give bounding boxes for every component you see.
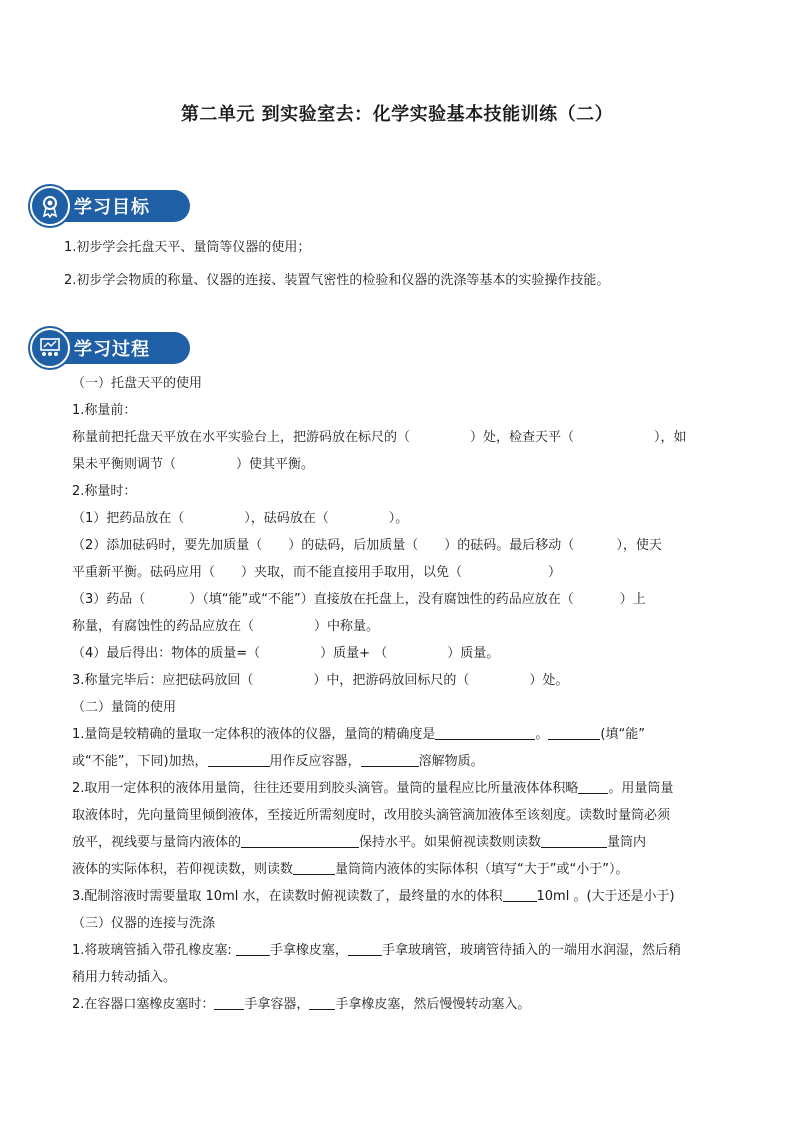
- text-segment: ）使其平衡。: [236, 457, 315, 472]
- text-segment: 保持水平。如果俯视读数则读数: [359, 835, 542, 850]
- text-segment: 3.称量完毕后：应把砝码放回（: [72, 673, 254, 688]
- paragraph-line: [72, 939, 681, 958]
- text-segment: ），砝码放在（: [244, 511, 329, 526]
- text-segment: ）（填“能”或“不能”）直接放在托盘上，没有腐蚀性的药品应放在（: [189, 592, 574, 607]
- text-segment: 溶解物质。: [418, 754, 484, 769]
- text-segment: ），如: [654, 430, 687, 445]
- text-segment: 或“不能”，下同)加热，: [72, 754, 208, 769]
- text-segment: ）中，把游码放回标尺的（: [313, 673, 470, 688]
- text-segment: 称量，有腐蚀性的药品应放在（: [72, 619, 255, 634]
- text-segment: （2）添加砝码时，要先加质量（: [72, 538, 263, 553]
- paragraph-line: [72, 426, 687, 445]
- text-segment: 量筒内: [607, 835, 647, 850]
- answer-blank[interactable]: [361, 753, 419, 767]
- text-segment: (填“能”: [600, 727, 645, 742]
- text-segment: 平重新平衡。砝码应用（: [72, 565, 216, 580]
- paragraph-line: [72, 831, 646, 850]
- answer-blank[interactable]: [208, 753, 270, 767]
- text-segment: ）。: [388, 511, 409, 526]
- objective-item: 2.初步学会物质的称量、仪器的连接、装置气密性的检验和仪器的洗涤等基本的实验操作技能。: [64, 273, 610, 288]
- objectives-banner-label: 学习目标: [74, 197, 150, 218]
- paragraph-line: [72, 885, 675, 904]
- page-title: 第二单元 到实验室去：化学实验基本技能训练（二）: [180, 104, 614, 125]
- process-banner: [30, 328, 190, 368]
- paragraph-line: [72, 777, 673, 796]
- paragraph-line: [72, 750, 484, 769]
- text-segment: 称量前把托盘天平放在水平实验台上，把游码放在标尺的（: [72, 430, 411, 445]
- text-segment: 液体的实际体积，若仰视读数，则读数: [72, 862, 294, 877]
- answer-blank[interactable]: [503, 888, 537, 902]
- text-segment: 量筒筒内液体的实际体积（填写“大于”或“小于”）。: [335, 862, 629, 877]
- answer-blank[interactable]: [578, 780, 608, 794]
- answer-blank[interactable]: [293, 861, 335, 875]
- text-segment: ）: [548, 565, 562, 580]
- subheading: 1.称量前：: [72, 403, 137, 418]
- text-segment: ）处。: [529, 673, 569, 688]
- paragraph-line: [72, 669, 568, 688]
- paragraph-line: [72, 723, 645, 742]
- paragraph-line: 取液体时，先向量筒里倾倒液体，至接近所需刻度时，改用胶头滴管滴加液体至该刻度。读数时量筒必须: [72, 808, 671, 823]
- text-segment: 。用量筒量: [608, 781, 674, 796]
- text-segment: 2.取用一定体积的液体用量筒，往往还要用到胶头滴管。量筒的量程应比所量液体体积略: [72, 781, 579, 796]
- process-banner-label: 学习过程: [74, 339, 150, 360]
- text-segment: ）的砝码，后加质量（: [288, 538, 419, 553]
- text-segment: ）处，检查天平（: [470, 430, 575, 445]
- text-segment: ）上: [619, 592, 646, 607]
- paragraph-line: [72, 858, 628, 877]
- section-heading: （一）托盘天平的使用: [72, 376, 203, 391]
- text-segment: ），使天: [616, 538, 662, 553]
- text-segment: 用作反应容器，: [269, 754, 361, 769]
- text-segment: （4）最后得出：物体的质量=（: [72, 646, 261, 661]
- text-segment: 1.将玻璃管插入带孔橡皮塞:: [72, 943, 236, 958]
- text-segment: 2.在容器口塞橡皮塞时：: [72, 997, 215, 1012]
- paragraph-line: [72, 615, 379, 634]
- answer-blank[interactable]: [241, 834, 359, 848]
- text-segment: ）的砝码。最后移动（: [444, 538, 575, 553]
- text-segment: 果未平衡则调节（: [72, 457, 177, 472]
- text-segment: ）中称量。: [314, 619, 380, 634]
- paragraph-line: [72, 453, 314, 472]
- text-segment: ）质量+ （: [320, 646, 388, 661]
- section-heading: （三）仪器的连接与洗涤: [72, 916, 216, 931]
- answer-blank[interactable]: [541, 834, 607, 848]
- answer-blank[interactable]: [309, 996, 335, 1010]
- answer-blank[interactable]: [548, 726, 600, 740]
- text-segment: ）质量。: [447, 646, 500, 661]
- text-segment: ）夹取，而不能直接用手取用，以免（: [241, 565, 463, 580]
- paragraph-line: [72, 507, 408, 526]
- text-segment: 1.量筒是较精确的量取一定体积的液体的仪器，量筒的精确度是: [72, 727, 436, 742]
- paragraph-line: [72, 534, 662, 553]
- text-segment: 放平，视线要与量筒内液体的: [72, 835, 242, 850]
- paragraph-line: [72, 642, 499, 661]
- paragraph-line: [72, 993, 530, 1012]
- text-segment: 手拿橡皮塞，: [269, 943, 348, 958]
- objective-item: 1.初步学会托盘天平、量筒等仪器的使用；: [64, 240, 311, 255]
- paragraph-line: 稍用力转动插入。: [72, 970, 177, 985]
- text-segment: 10ml 。(大于还是小于): [536, 889, 675, 904]
- answer-blank[interactable]: [236, 942, 270, 956]
- text-segment: 手拿橡皮塞，然后慢慢转动塞入。: [335, 997, 531, 1012]
- paragraph-line: [72, 561, 561, 580]
- objectives-banner: [30, 186, 190, 226]
- answer-blank[interactable]: [348, 942, 382, 956]
- text-segment: （3）药品（: [72, 592, 146, 607]
- text-segment: 手拿容器，: [244, 997, 310, 1012]
- answer-blank[interactable]: [435, 726, 535, 740]
- text-segment: 。: [535, 727, 549, 742]
- text-segment: 手拿玻璃管，玻璃管待插入的一端用水润湿，然后稍: [381, 943, 681, 958]
- text-segment: （1）把药品放在（: [72, 511, 185, 526]
- section-heading: （二）量筒的使用: [72, 700, 177, 715]
- answer-blank[interactable]: [214, 996, 244, 1010]
- award-icon: [30, 186, 70, 226]
- subheading: 2.称量时：: [72, 484, 137, 499]
- presentation-icon: [30, 328, 70, 368]
- text-segment: 3.配制溶液时需要量取 10ml 水，在读数时俯视读数了，最终量的水的体积: [72, 889, 503, 904]
- paragraph-line: [72, 588, 646, 607]
